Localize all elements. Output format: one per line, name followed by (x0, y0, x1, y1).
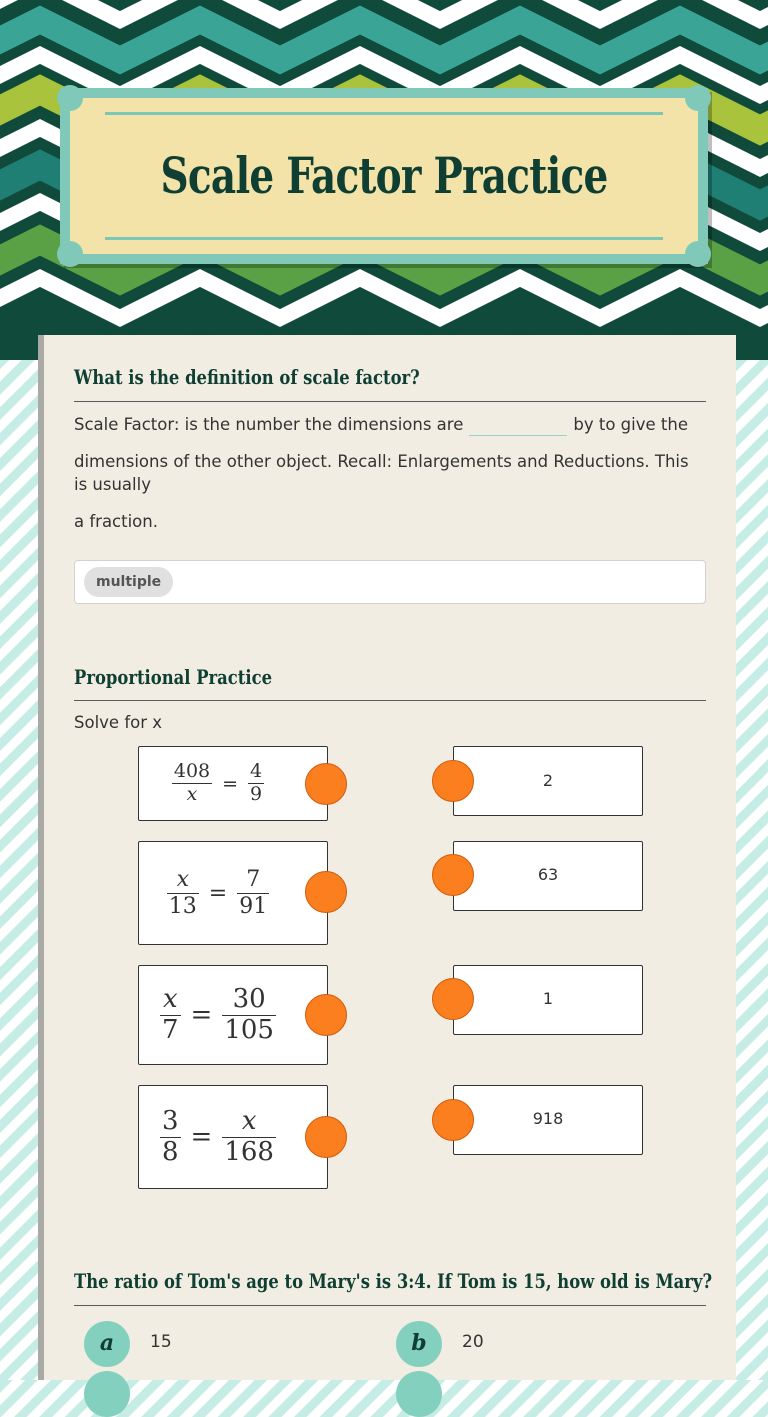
answer-bank[interactable] (74, 560, 706, 604)
match-left-item[interactable]: $\frac{3}{8}$ = $\frac{x}{168}$ (138, 1085, 328, 1189)
option-b-text[interactable]: 20 (462, 1332, 484, 1352)
question-text-line2: dimensions of the other object. Recall: Enlargements and Reductions. This is usually (74, 452, 689, 494)
option-a-text[interactable]: 15 (150, 1332, 172, 1352)
match-left-item[interactable]: $\frac{408}{x}$ = $\frac{4}{9}$ (138, 746, 328, 821)
fill-blank[interactable] (469, 417, 567, 436)
match-right-label: 1 (542, 989, 554, 1008)
question-title-ratio: The ratio of Tom's age to Mary's is 3:4. If Tom is 15, how old is Mary? (74, 1269, 713, 1293)
match-right-label: 2 (542, 771, 554, 790)
divider (74, 700, 706, 701)
match-connector-dot[interactable] (305, 1116, 347, 1158)
question-text-line3: a fraction. (74, 512, 158, 531)
match-connector-dot[interactable] (432, 1099, 474, 1141)
match-right-label: 63 (537, 865, 559, 884)
divider (74, 1305, 706, 1306)
question-text (74, 413, 704, 436)
match-right-label: 918 (532, 1109, 564, 1128)
option-b-badge[interactable]: b (396, 1321, 442, 1367)
match-right-item[interactable] (453, 746, 643, 816)
match-connector-dot[interactable] (305, 994, 347, 1036)
match-connector-dot[interactable] (432, 760, 474, 802)
option-a-badge[interactable]: a (84, 1321, 130, 1367)
match-left-item[interactable]: $\frac{x}{13}$ = $\frac{7}{91}$ (138, 841, 328, 945)
match-right-item[interactable] (453, 965, 643, 1035)
match-connector-dot[interactable] (432, 978, 474, 1020)
question-title-proportional: Proportional Practice (74, 665, 273, 689)
title-card (60, 88, 708, 264)
match-left-item[interactable]: $\frac{x}{7}$ = $\frac{30}{105}$ (138, 965, 328, 1065)
match-connector-dot[interactable] (432, 854, 474, 896)
match-connector-dot[interactable] (305, 871, 347, 913)
question-title-definition: What is the definition of scale factor? (74, 365, 420, 389)
page-title: Scale Factor Practice (160, 146, 608, 205)
match-connector-dot[interactable] (305, 763, 347, 805)
match-right-item[interactable] (453, 1085, 643, 1155)
option-c-badge[interactable] (84, 1371, 130, 1417)
worksheet-paper (38, 335, 736, 1380)
divider (74, 401, 706, 402)
answer-chip[interactable]: multiple (84, 567, 173, 597)
text-before-blank: Scale Factor: is the number the dimensions are (74, 415, 464, 434)
instruction-text: Solve for x (74, 713, 163, 732)
text-after-blank: by to give the (573, 415, 688, 434)
option-d-badge[interactable] (396, 1371, 442, 1417)
match-right-item[interactable] (453, 841, 643, 911)
